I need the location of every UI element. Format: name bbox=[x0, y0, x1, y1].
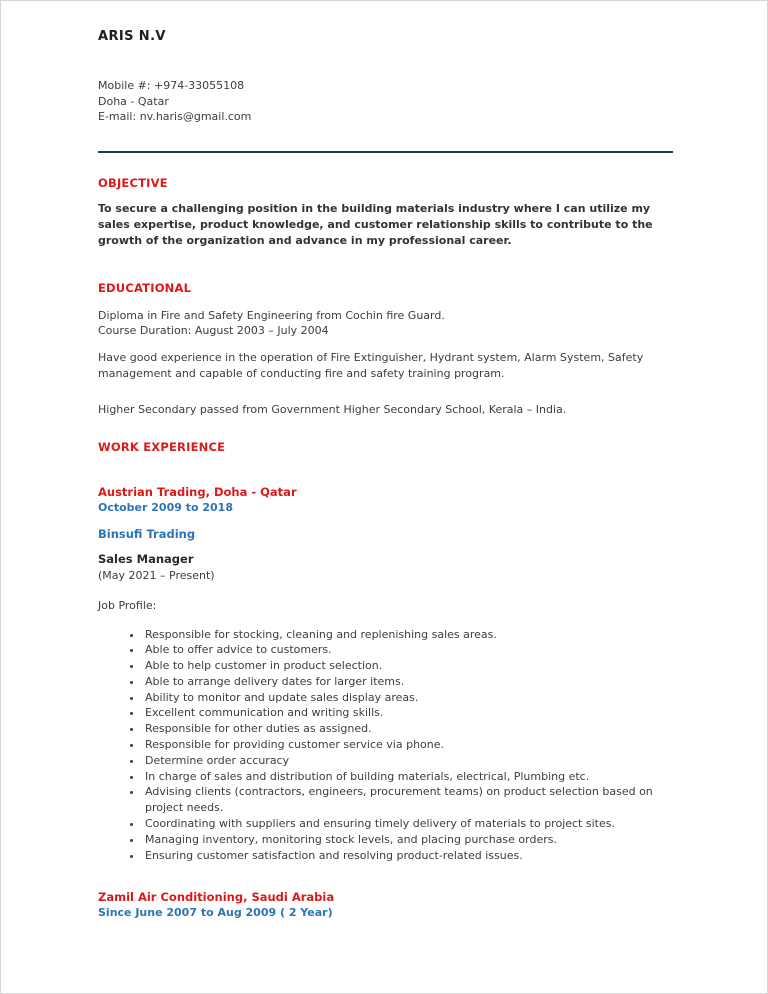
job-austrian-trading bbox=[98, 484, 673, 516]
job2-company: Binsufi Trading bbox=[98, 527, 196, 541]
contact-location: Doha - Qatar bbox=[98, 94, 169, 108]
list-item: • Advising clients (contractors, engineers, procurement teams) on product selection based on project needs. bbox=[143, 784, 673, 816]
list-item: • Managing inventory, monitoring stock levels, and placing purchase orders. bbox=[143, 832, 673, 848]
job2-title: Sales Manager bbox=[98, 552, 194, 566]
list-item: • Coordinating with suppliers and ensuring timely delivery of materials to project sites. bbox=[143, 816, 673, 832]
job3-company: Zamil Air Conditioning, Saudi Arabia bbox=[98, 890, 335, 905]
education-secondary: Higher Secondary passed from Government Higher Secondary School, Kerala – India. bbox=[98, 402, 567, 416]
objective-text: To secure a challenging position in the building materials industry where I can utilize my sales expertise, product knowledge, and customer relationship skills to contribute to the growth of the organization and advance in my professional career. bbox=[98, 201, 653, 247]
list-item: • Ability to monitor and update sales display areas. bbox=[143, 690, 673, 706]
resume-content bbox=[1, 1, 767, 921]
contact-mobile: Mobile #: +974-33055108 bbox=[98, 79, 245, 92]
list-item: • Responsible for other duties as assigned. bbox=[143, 721, 673, 737]
education-details bbox=[98, 308, 673, 339]
contact-email: E-mail: nv.haris@gmail.com bbox=[98, 110, 252, 123]
education-duration: Course Duration: August 2003 – July 2004 bbox=[98, 324, 329, 337]
education-diploma: Diploma in Fire and Safety Engineering from Cochin fire Guard. bbox=[98, 308, 445, 322]
list-item: • Determine order accuracy bbox=[143, 753, 673, 769]
list-item: • Able to help customer in product selection. bbox=[143, 658, 673, 674]
header-divider bbox=[98, 151, 673, 153]
candidate-name: ARIS N.V bbox=[98, 29, 166, 44]
job2-period: (May 2021 – Present) bbox=[98, 568, 215, 582]
list-item: • In charge of sales and distribution of building materials, electrical, Plumbing etc. bbox=[143, 769, 673, 785]
job-zamil bbox=[98, 889, 673, 921]
job1-company: Austrian Trading, Doha - Qatar bbox=[98, 485, 297, 499]
list-item: • Able to offer advice to customers. bbox=[143, 642, 673, 658]
job-profile-label: Job Profile: bbox=[98, 599, 157, 612]
objective-heading: OBJECTIVE bbox=[98, 175, 168, 190]
list-item: • Responsible for stocking, cleaning and replenishing sales areas. bbox=[143, 627, 673, 643]
list-item: • Responsible for providing customer service via phone. bbox=[143, 737, 673, 753]
list-item: • Able to arrange delivery dates for larger items. bbox=[143, 674, 673, 690]
job3-period: Since June 2007 to Aug 2009 ( 2 Year) bbox=[98, 906, 333, 920]
job1-period: October 2009 to 2018 bbox=[98, 501, 233, 514]
work-experience-heading: WORK EXPERIENCE bbox=[98, 440, 226, 454]
list-item: • Excellent communication and writing skills. bbox=[143, 705, 673, 721]
educational-heading: EDUCATIONAL bbox=[98, 280, 192, 295]
contact-block bbox=[98, 78, 673, 125]
list-item: • Ensuring customer satisfaction and resolving product-related issues. bbox=[143, 848, 673, 864]
education-experience: Have good experience in the operation of Fire Extinguisher, Hydrant system, Alarm System, Safety management and capable of conducting fire and safety training program. bbox=[98, 350, 644, 380]
job-profile-bullet-list bbox=[98, 627, 673, 864]
